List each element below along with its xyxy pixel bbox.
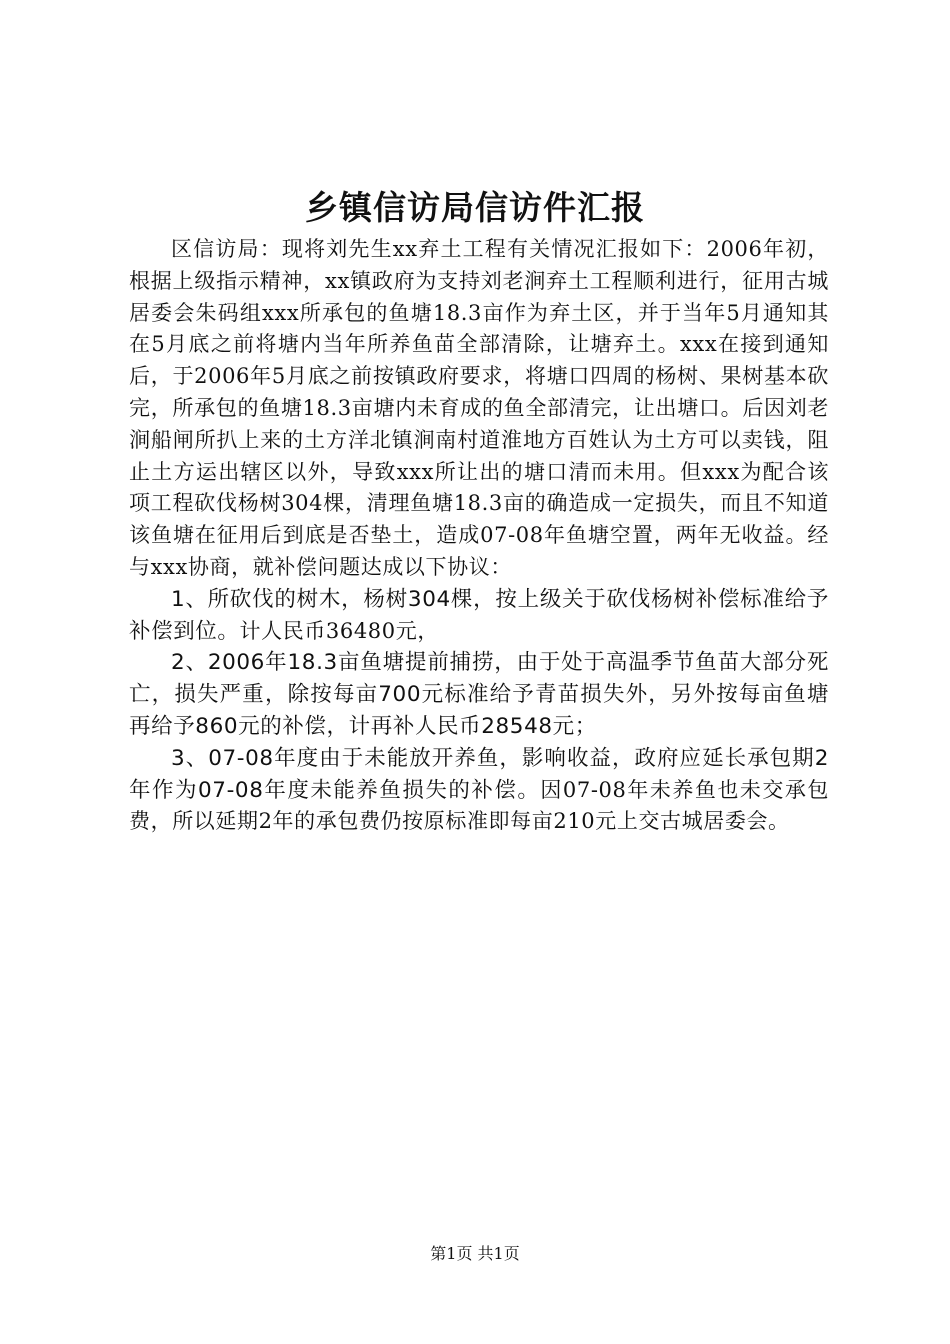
- intro-paragraph: 区信访局：现将刘先生xx弃土工程有关情况汇报如下：2006年初，根据上级指示精神，xx镇政府为支持刘老涧弃土工程顺利进行，征用古城居委会朱码组xxx所承包的鱼塘18.3亩作为弃土区，并于当年5月通知其在5月底之前将塘内当年所养鱼苗全部清除，让塘弃土。xxx在接到通知后，于2006年5月底之前按镇政府要求，将塘口四周的杨树、果树基本砍完，所承包的鱼塘18.3亩塘内未育成的鱼全部清完，让出塘口。后因刘老涧船闸所扒上来的土方洋北镇涧南村道淮地方百姓认为土方可以卖钱，阻止土方运出辖区以外，导致xxx所让出的塘口清而未用。但xxx为配合该项工程砍伐杨树304棵，清理鱼塘18.3亩的确造成一定损失，而且不知道该鱼塘在征用后到底是否垫土，造成07-08年鱼塘空置，两年无收益。经与xxx协商，就补偿问题达成以下协议：: [129, 237, 829, 579]
- page-footer: 第1页 共1页: [430, 1244, 520, 1263]
- agreement-item-3-note: 因07-08年未养鱼也未交承包费，所以延期2年的承包费仍按原标准即每亩210元上交古城居委会。: [129, 777, 829, 834]
- agreement-item-1: [129, 584, 829, 648]
- document-title: 乡镇信访局信访件汇报: [305, 188, 645, 227]
- agreement-item-3: [129, 743, 829, 838]
- agreement-item-2-main: 2、2006年18.3亩鱼塘提前捕捞，由于处于高温季节鱼苗大部分死亡，损失严重，除按每亩700元标准给予青苗损失外，另外按每亩鱼塘再给予860元的补偿，计再补人民币28548元；: [129, 650, 829, 739]
- agreement-item-1-main: 1、所砍伐的树木，杨树304棵，按上级关于砍伐杨树补偿标准给予补偿到位。: [129, 586, 829, 644]
- document-body: [129, 234, 829, 838]
- agreement-item-2: [129, 647, 829, 742]
- agreement-item-1-amount: 计人民币36480元，: [239, 618, 439, 643]
- agreement-item-3-main: 3、07-08年度由于未能放开养鱼，影响收益，政府应延长承包期2年作为07-08年度未能养鱼损失的补偿。: [129, 745, 829, 803]
